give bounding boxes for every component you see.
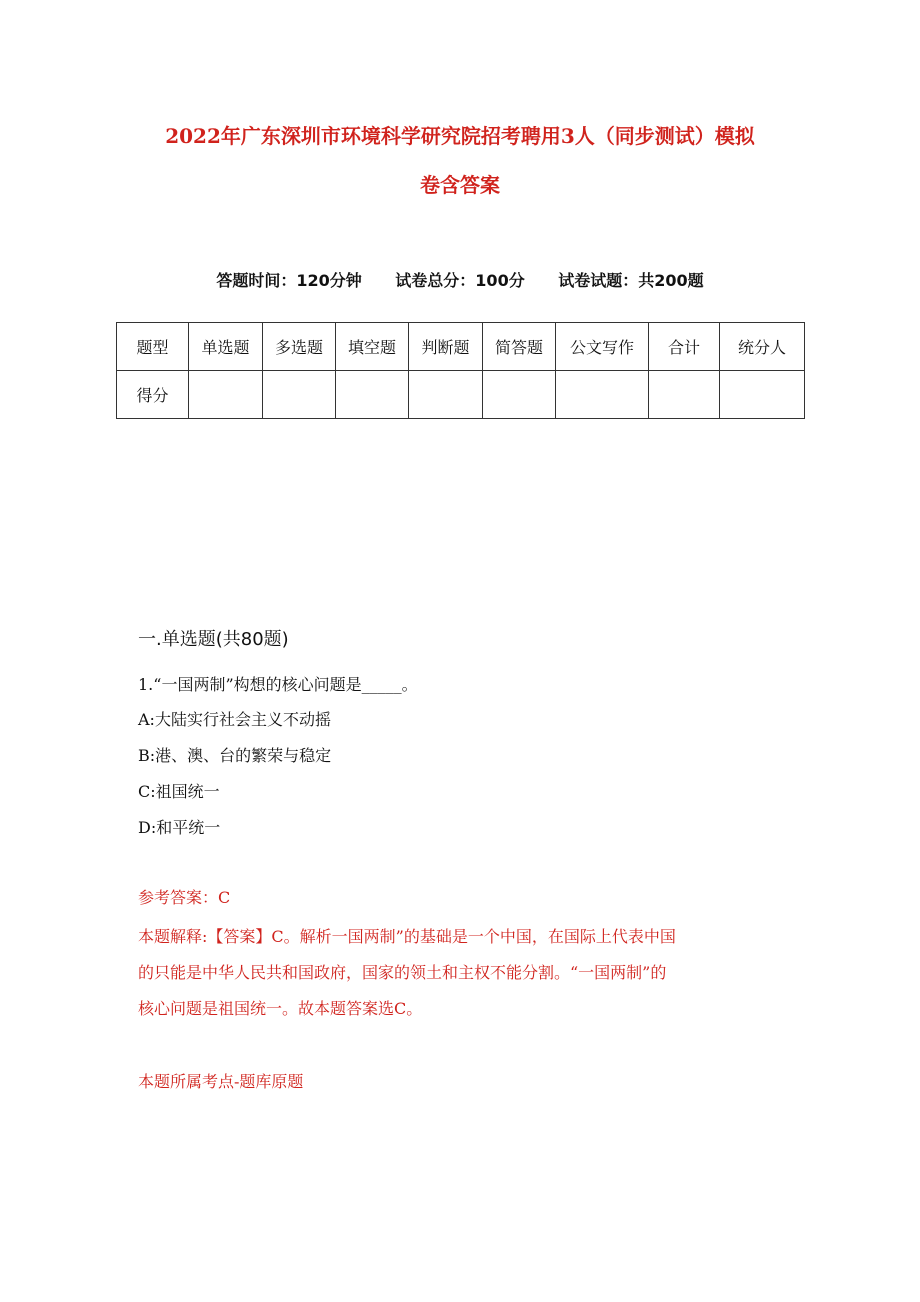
question-stem: 1.“一国两制”构想的核心问题是_____。	[138, 675, 418, 694]
header-cell: 多选题	[263, 323, 336, 371]
header-cell: 填空题	[336, 323, 409, 371]
option-d: D:和平统一	[138, 818, 221, 837]
header-cell: 合计	[649, 323, 720, 371]
explanation-line: 本题解释:【答案】C。解析一国两制”的基础是一个中国，在国际上代表中国	[138, 927, 676, 946]
score-table	[116, 322, 805, 419]
explanation-line: 的只能是中华人民共和国政府，国家的领土和主权不能分割。“一国两制”的	[138, 963, 667, 982]
score-row-label: 得分	[117, 371, 189, 419]
header-cell: 题型	[117, 323, 189, 371]
answer: 参考答案：C	[138, 888, 231, 907]
header-cell: 统分人	[720, 323, 805, 371]
exam-meta	[0, 268, 920, 291]
header-cell: 公文写作	[556, 323, 649, 371]
score-cell	[409, 371, 483, 419]
header-cell: 判断题	[409, 323, 483, 371]
document-title-line1: 2022年广东深圳市环境科学研究院招考聘用3人（同步测试）模拟	[165, 124, 755, 148]
option-a: A:大陆实行社会主义不动摇	[138, 710, 331, 729]
score-cell	[720, 371, 805, 419]
option-b: B:港、澳、台的繁荣与稳定	[138, 746, 332, 765]
score-cell	[336, 371, 409, 419]
header-cell: 单选题	[189, 323, 263, 371]
score-table-score-row	[117, 371, 805, 419]
section-title: 一.单选题(共80题)	[138, 629, 289, 650]
score-cell	[263, 371, 336, 419]
explanation-line: 核心问题是祖国统一。故本题答案选C。	[138, 999, 423, 1018]
option-c: C:祖国统一	[138, 782, 220, 801]
question-source: 本题所属考点-题库原题	[138, 1072, 304, 1091]
score-table-header-row	[117, 323, 805, 371]
score-cell	[483, 371, 556, 419]
score-cell	[649, 371, 720, 419]
document-title-line2: 卷含答案	[420, 173, 500, 197]
score-cell	[556, 371, 649, 419]
exam-time: 答题时间：120分钟	[216, 271, 362, 290]
score-cell	[189, 371, 263, 419]
exam-total-score: 试卷总分：100分	[395, 271, 525, 290]
header-cell: 简答题	[483, 323, 556, 371]
exam-question-count: 试卷试题：共200题	[558, 271, 704, 290]
